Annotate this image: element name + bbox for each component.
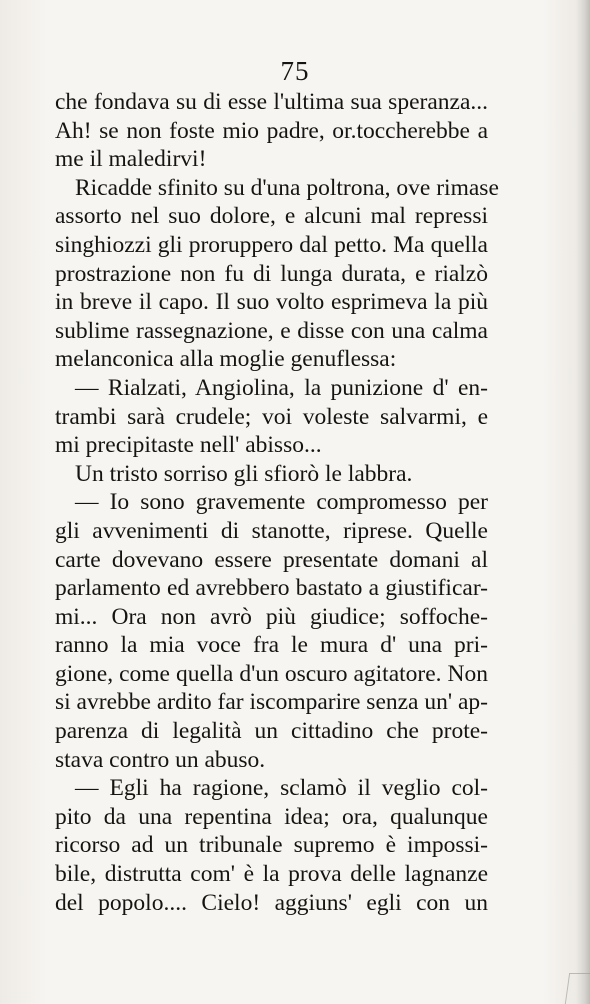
text-line: carte dovevano essere presentate domani al xyxy=(55,546,488,573)
text-line: del popolo.... Cielo! aggiuns' egli con un xyxy=(55,889,488,916)
text-line: in breve il capo. Il suo volto esprimeva la più xyxy=(55,289,488,316)
text-line: Un tristo sorriso gli sfiorò le labbra. xyxy=(75,460,413,487)
text-line: mi precipitaste nell' abisso... xyxy=(55,432,322,459)
text-line: prostrazione non fu di lunga durata, e rialzò xyxy=(55,260,488,287)
text-line: pito da una repentina idea; ora, qualunque xyxy=(55,803,488,830)
text-line: bile, distrutta com' è la prova delle lagnanze xyxy=(55,861,488,888)
text-line: Ricadde sfinito su d'una poltrona, ove rimase xyxy=(75,174,499,201)
text-line: parenza di legalità un cittadino che prote- xyxy=(55,718,488,745)
text-line: che fondava su di esse l'ultima sua speranza... xyxy=(55,89,488,115)
text-line: sublime rassegnazione, e disse con una calma xyxy=(55,317,488,344)
page-edge-shadow xyxy=(576,0,590,1004)
text-line: ranno la mia voce fra le mura d' una pri- xyxy=(55,632,488,659)
text-line: gli avvenimenti di stanotte, riprese. Quelle xyxy=(55,517,488,544)
text-line: melanconica alla moglie genuflessa: xyxy=(55,346,397,373)
text-line: mi... Ora non avrò più giudice; soffoche- xyxy=(55,603,488,630)
text-line: singhiozzi gli proruppero dal petto. Ma quella xyxy=(55,231,488,258)
text-line: parlamento ed avrebbero bastato a giustificar- xyxy=(55,575,488,602)
text-line: me il maledirvi! xyxy=(55,146,207,173)
text-line: gione, come quella d'un oscuro agitatore. Non xyxy=(55,660,488,687)
page-corner-fold xyxy=(565,973,590,1004)
text-line: — Io sono gravemente compromesso per xyxy=(75,489,488,516)
text-line: assorto nel suo dolore, e alcuni mal repressi xyxy=(55,203,488,230)
page-number: 75 xyxy=(280,56,310,86)
text-line: — Egli ha ragione, sclamò il veglio col- xyxy=(75,775,488,802)
text-line: ricorso ad un tribunale supremo è impossi- xyxy=(55,832,488,859)
text-line: stava contro un abuso. xyxy=(55,746,266,773)
text-line: Ah! se non foste mio padre, or.toccherebbe a xyxy=(55,117,488,144)
body-text xyxy=(55,88,499,917)
text-line: trambi sarà crudele; voi voleste salvarmi, e xyxy=(55,403,488,430)
text-line: — Rialzati, Angiolina, la punizione d' en- xyxy=(75,374,488,401)
text-line: si avrebbe ardito far iscomparire senza un' ap- xyxy=(55,689,488,716)
